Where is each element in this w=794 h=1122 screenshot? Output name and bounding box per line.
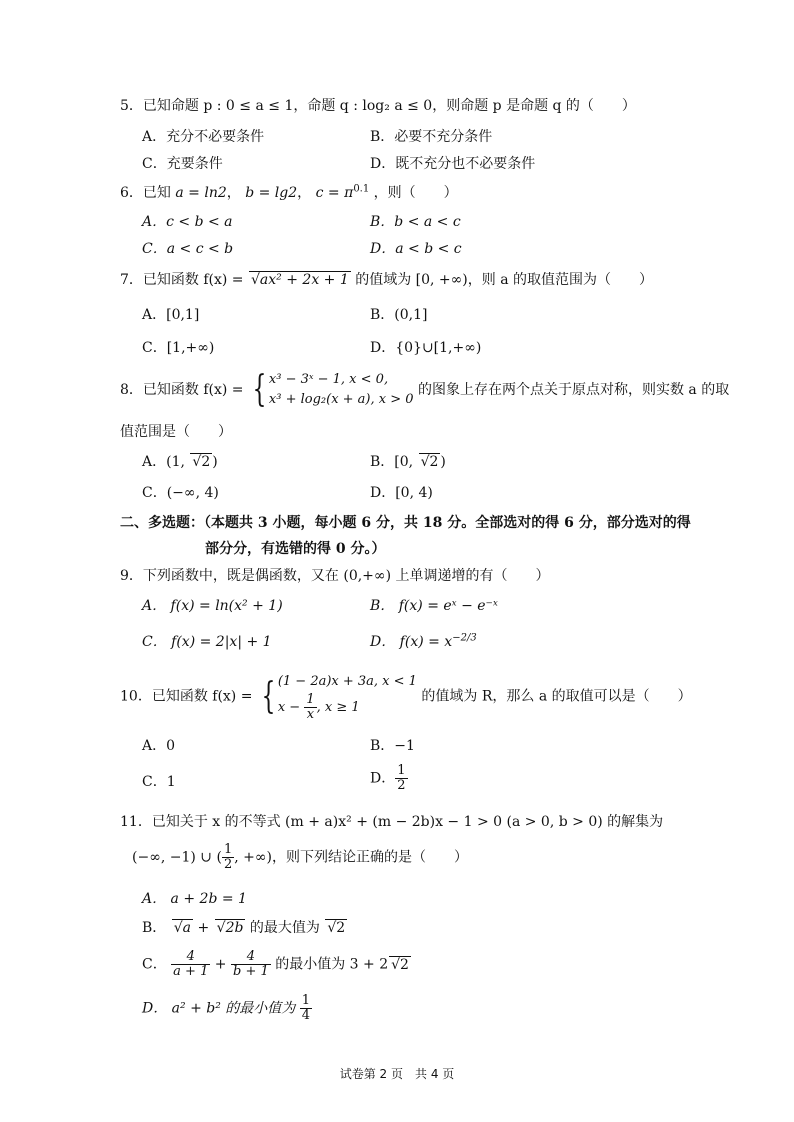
q6-b-def: b = lg2 <box>245 185 298 201</box>
q7-stem-pre: 7．已知函数 f(x) = <box>120 272 248 288</box>
q9-d-pre: D． f(x) = x <box>370 634 453 650</box>
q11-b-mid: + <box>193 920 214 936</box>
q7-stem <box>120 270 653 290</box>
q8-b-sqrt: √2 <box>420 454 439 470</box>
q9-option-d <box>370 632 477 652</box>
q8-a-radicand: 2 <box>201 454 211 470</box>
q7-sqrt: √ax² + 2x + 1 <box>251 272 349 288</box>
q8-stem <box>120 370 729 410</box>
q11-b-sqrt-2: √2b <box>216 920 244 936</box>
q9-option-b: B． f(x) = eˣ − e⁻ˣ <box>370 598 498 614</box>
q8-b-radicand: 2 <box>429 454 439 470</box>
q8-option-d: D．[0, 4) <box>370 485 433 501</box>
q10-option-b: B．−1 <box>370 738 415 754</box>
q6-option-b: B．b < a < c <box>370 214 461 230</box>
q11-b-radicand-2: 2b <box>225 920 244 936</box>
q10-d-num: 1 <box>397 763 406 778</box>
section2-heading-line1: 二、多选题：（本题共 3 小题，每小题 6 分，共 18 分。全部选对的得 6 分，部分选对的得 <box>120 515 691 531</box>
q8-brace: { <box>252 369 267 410</box>
q10-piece-2-den: x <box>306 707 315 722</box>
q10-pieces <box>278 671 417 722</box>
q11-b-sqrt-1: √a <box>173 920 192 936</box>
q6-option-c: C．a < c < b <box>142 241 234 257</box>
q11-c-plus: + <box>210 956 231 973</box>
q11-stem: 11．已知关于 x 的不等式 (m + a)x² + (m − 2b)x − 1 > 0 (a > 0, b > 0) 的解集为 <box>120 814 664 830</box>
q8-pieces <box>269 370 414 410</box>
q11-c-post: 的最小值为 3 + 2 <box>270 956 389 973</box>
q11-d-fraction <box>300 994 312 1023</box>
q11-c-pre: C． <box>142 956 172 973</box>
q10-brace: { <box>261 675 276 717</box>
q11-sol-fraction <box>222 843 234 872</box>
q11-solution-set <box>132 843 468 872</box>
q11-c-num-2: 4 <box>231 950 271 965</box>
q11-sol-pre: (−∞, −1) ∪ ( <box>132 849 222 866</box>
q11-c-den-1: a + 1 <box>173 964 209 979</box>
q8-a-pre: A．(1, <box>142 454 190 470</box>
q10-piece-2-num: 1 <box>306 692 315 707</box>
q11-c-radicand: 2 <box>400 956 409 973</box>
q11-b-radicand-3: 2 <box>336 920 346 936</box>
q10-option-c: C．1 <box>142 774 176 790</box>
q11-d-den: 4 <box>301 1008 311 1023</box>
q7-option-d: D．{0}∪[1,+∞) <box>370 340 482 356</box>
q11-option-c <box>142 950 411 979</box>
q9-stem: 9．下列函数中，既是偶函数，又在 (0,+∞) 上单调递增的有（ ） <box>120 568 550 584</box>
q8-piece-1: x³ − 3ˣ − 1, x < 0, <box>268 372 389 387</box>
q6-stem-pre: 6．已知 <box>120 185 171 201</box>
q9-option-c: C． f(x) = 2|x| + 1 <box>142 634 272 650</box>
q11-c-den-2: b + 1 <box>233 964 269 979</box>
q11-sol-den: 2 <box>223 857 233 872</box>
q8-piece-2: x³ + log₂(x + a), x > 0 <box>268 392 414 407</box>
q8-option-b <box>370 452 446 472</box>
q6-c-def: c = π <box>315 185 354 201</box>
section2-heading-line2: 部分分，有选错的得 0 分。） <box>205 541 386 557</box>
q11-c-fraction-1 <box>171 950 210 979</box>
q8-b-pre: B．[0, <box>370 454 418 470</box>
q6-option-d: D．a < b < c <box>370 241 462 257</box>
q11-option-d <box>142 994 312 1023</box>
q7-option-a: A．[0,1] <box>142 307 200 323</box>
q11-b-sqrt-3: √2 <box>327 920 346 936</box>
q10-piece-2 <box>278 693 417 722</box>
q9-option-a: A． f(x) = ln(x² + 1) <box>142 598 283 614</box>
q6-option-a: A．c < b < a <box>142 214 233 230</box>
q10-d-pre: D． <box>370 770 396 787</box>
q5-option-c: C．充要条件 <box>142 156 223 172</box>
q10-d-fraction <box>395 764 407 793</box>
q11-option-b <box>142 918 347 938</box>
q10-piece-2-pre: x − <box>277 700 305 715</box>
q5-stem: 5．已知命题 p : 0 ≤ a ≤ 1，命题 q : log₂ a ≤ 0，则命题 p 是命题 q 的（ ） <box>120 98 636 114</box>
q11-d-num: 1 <box>301 993 311 1008</box>
q11-b-post: 的最大值为 <box>245 920 325 936</box>
q10-d-den: 2 <box>397 778 406 793</box>
q8-a-post: ) <box>212 454 218 470</box>
q7-radicand: ax² + 2x + 1 <box>259 272 349 288</box>
page-footer: 试卷第 2 页 共 4 页 <box>339 1067 455 1081</box>
q8-option-c: C．(−∞, 4) <box>142 485 219 501</box>
q6-stem-post: ，则（ ） <box>373 185 458 201</box>
q11-c-fraction-2 <box>231 950 271 979</box>
q8-stem-post: 的图象上存在两个点关于原点对称，则实数 a 的取 <box>413 382 730 398</box>
q11-sol-post: , +∞)，则下列结论正确的是（ ） <box>234 849 468 866</box>
q10-stem-post: 的值域为 R，那么 a 的取值可以是（ ） <box>416 688 692 705</box>
q11-c-num-1: 4 <box>171 950 210 965</box>
q7-option-b: B．(0,1] <box>370 307 428 323</box>
q9-d-exponent: −2/3 <box>452 632 477 644</box>
q11-c-sqrt: √2 <box>391 956 409 973</box>
q5-option-a: A．充分不必要条件 <box>142 129 265 145</box>
q11-b-radicand-1: a <box>182 920 192 936</box>
q10-piece-1: (1 − 2a)x + 3a, x < 1 <box>277 674 417 689</box>
q11-option-a: A． a + 2b = 1 <box>142 891 247 907</box>
q8-option-a <box>142 452 218 472</box>
q10-stem-pre: 10．已知函数 f(x) = <box>120 688 257 705</box>
q8-b-post: ) <box>440 454 446 470</box>
q6-c-exponent: 0.1 <box>353 183 370 195</box>
q7-option-c: C．[1,+∞) <box>142 340 215 356</box>
q10-stem <box>120 671 692 722</box>
q10-piece-2-post: , x ≥ 1 <box>316 700 360 715</box>
q8-a-sqrt: √2 <box>192 454 211 470</box>
q8-stem-cont: 值范围是（ ） <box>120 424 232 440</box>
q11-sol-num: 1 <box>223 842 233 857</box>
q6-stem: 6．已知 a = ln2， b = lg2， $c = \pi^{0.1}$ ，则（ ） <box>120 183 458 201</box>
q11-d-pre: D． a² + b² 的最小值为 <box>142 1000 300 1017</box>
q6-a-def: a = ln2 <box>175 185 227 201</box>
q10-option-a: A．0 <box>142 738 176 754</box>
q5-option-d: D．既不充分也不必要条件 <box>370 156 536 172</box>
q10-piece-2-fraction <box>304 693 316 722</box>
q8-stem-pre: 8．已知函数 f(x) = <box>120 382 248 398</box>
q5-option-b: B．必要不充分条件 <box>370 129 493 145</box>
q10-option-d <box>370 764 408 793</box>
q7-stem-post: 的值域为 [0, +∞)，则 a 的取值范围为（ ） <box>350 272 654 288</box>
q11-b-pre: B． <box>142 920 171 936</box>
